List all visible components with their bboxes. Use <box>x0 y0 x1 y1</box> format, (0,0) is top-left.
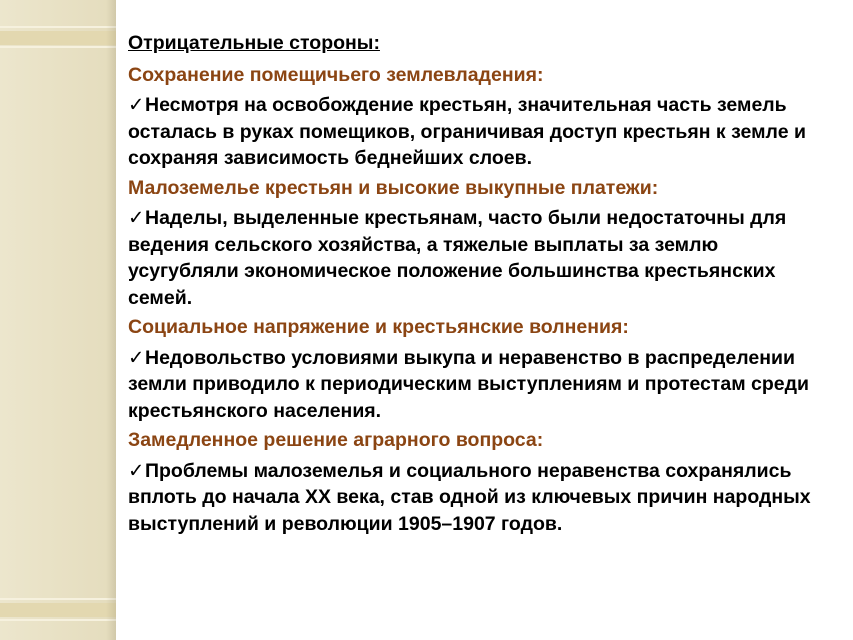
section-subtitle: Сохранение помещичьего землевладения: <box>128 63 544 86</box>
bullet-item <box>128 92 833 172</box>
checkmark-icon: ✓ <box>128 345 145 369</box>
section-subtitle: Социальное напряжение и крестьянские волнения: <box>128 316 629 338</box>
sidebar-stripe-top-wide <box>0 31 116 45</box>
checkmark-icon: ✓ <box>128 93 145 116</box>
sidebar-stripe-bottom <box>0 619 116 621</box>
checkmark-icon: ✓ <box>128 458 145 482</box>
sidebar-stripe-bottom-wide <box>0 603 116 617</box>
bullet-text: Проблемы малоземелья и социального неравенства сохранялись вплоть до начала XX века, став одной из ключевых причин народных выступлений и революции 1905–1907 годов. <box>128 459 811 535</box>
sidebar-stripe-top <box>0 46 116 48</box>
section-subtitle: Малоземелье крестьян и высокие выкупные платежи: <box>128 176 659 199</box>
section-subtitle: Замедленное решение аграрного вопроса: <box>128 429 544 451</box>
sidebar-stripe-top <box>0 26 116 28</box>
bullet-item <box>128 205 833 311</box>
bullet-item <box>128 458 833 538</box>
bullet-text: Недовольство условиями выкупа и неравенство в распределении земли приводило к периодическим выступлениям и протестам среди крестьянского населения. <box>128 346 810 422</box>
bullet-text: Наделы, выделенные крестьянам, часто были недостаточны для ведения сельского хозяйства, а тяжелые выплаты за землю усугубляли экономическое положение большинства крестьянских семей. <box>128 207 787 309</box>
sidebar-stripe-bottom <box>0 598 116 600</box>
decorative-sidebar <box>0 0 116 640</box>
slide-heading: Отрицательные стороны: <box>128 32 380 54</box>
bullet-item <box>128 345 833 425</box>
checkmark-icon: ✓ <box>128 206 145 229</box>
bullet-text: Несмотря на освобождение крестьян, значительная часть земель осталась в руках помещиков, ограничивая доступ крестьян к земле и сохраняя зависимость беднейших слоев. <box>128 94 806 169</box>
slide-content <box>128 30 833 538</box>
sidebar-shadow <box>106 0 116 640</box>
